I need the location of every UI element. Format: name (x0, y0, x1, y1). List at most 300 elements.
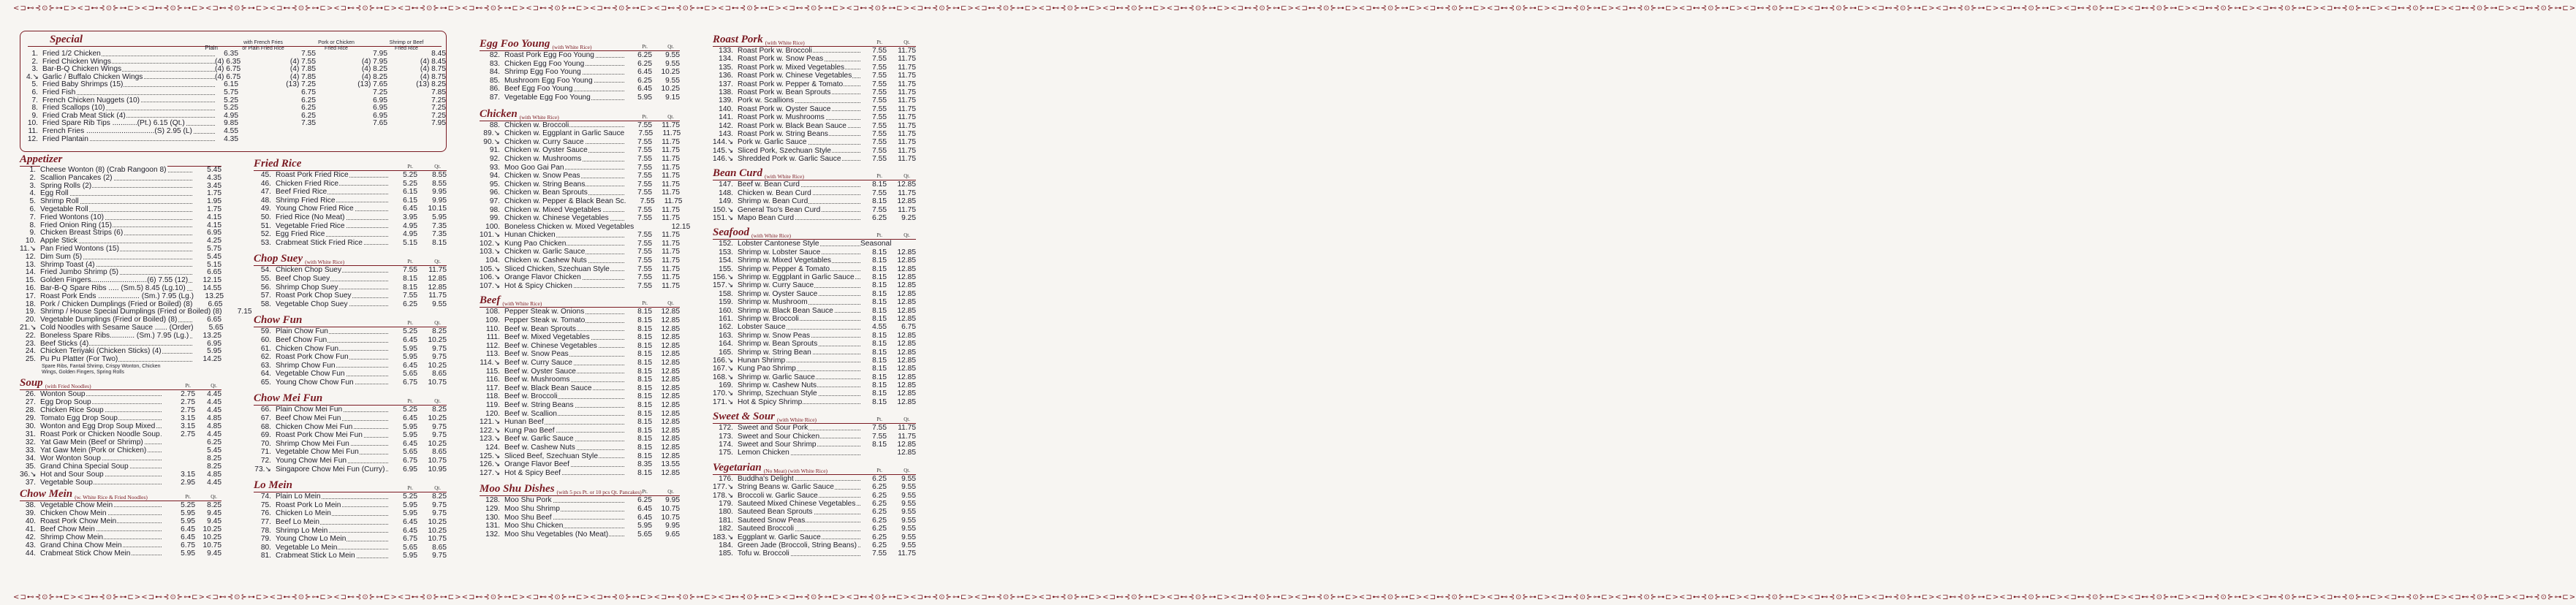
price-shrimp: 8.45 (431, 50, 446, 58)
item-name-text: Vegetable Chop Suey (276, 300, 348, 308)
item-number: 71. (260, 448, 271, 457)
item-name (504, 333, 624, 342)
item-name-text: Roast Pork w. Pepper & Tomato (738, 80, 844, 88)
item-name (738, 298, 860, 306)
price-shrimp: 7.25 (431, 104, 446, 113)
item-name (504, 240, 624, 248)
item-name (738, 122, 860, 130)
price-pint: 7.55 (637, 265, 652, 273)
item-number: 35. (25, 462, 36, 471)
item-name-text: Grand China Special Soup (40, 462, 129, 471)
price-quart: 12.85 (897, 340, 916, 349)
price-quart: 11.75 (898, 80, 916, 88)
item-number: 41. (25, 525, 36, 533)
item-name-text: Beef Chow Mei Fun (276, 414, 341, 423)
item-name (40, 541, 162, 549)
item-name-text: Orange Flavor Beef (504, 460, 569, 469)
item-name-text: Sweet and Sour Shrimp (738, 441, 817, 449)
list-item (713, 47, 916, 55)
item-number: 45. (260, 171, 271, 179)
item-name (738, 508, 860, 516)
price-pint: 8.15 (637, 333, 652, 342)
list-item (480, 60, 680, 69)
item-number: 21.↘ (20, 323, 37, 332)
price-quart: 10.25 (428, 518, 447, 526)
item-number: 178.↘ (713, 491, 734, 500)
item-name-text: Cheese Wonton (8) (Crab Rangoon 8) (40, 166, 167, 174)
item-name (40, 501, 162, 509)
item-name (504, 94, 624, 102)
price-quart: 11.75 (898, 138, 916, 147)
item-name-text: Tofu w. Broccoli (738, 549, 789, 558)
item-number: 167.↘ (713, 365, 734, 373)
list-item (713, 500, 916, 508)
price-pint: 6.25 (872, 214, 887, 223)
item-number: 99. (489, 214, 500, 223)
item-number: 11. (28, 126, 38, 135)
price-pint: 5.65 (403, 370, 417, 378)
price-pint: 8.15 (872, 289, 887, 298)
item-name (40, 214, 192, 222)
price-quart: 12.85 (897, 281, 916, 290)
item-name-text: Roast Pork Chop Suey (276, 292, 352, 300)
item-name (40, 438, 162, 446)
list-item (20, 463, 221, 471)
price-pint: 8.15 (403, 274, 417, 283)
item-number: 11.↘ (20, 244, 36, 253)
item-name-text: Pan Fried Wontons (15) (40, 244, 119, 253)
section-title: Chow Mein (20, 487, 73, 500)
item-name-text: Chicken w. Eggplant in Garlic Sauce (504, 129, 625, 138)
list-item (20, 390, 221, 398)
price-quart: 9.55 (432, 300, 447, 308)
item-name (738, 290, 860, 298)
item-name-text: Pepper Steak w. Tomato (504, 316, 586, 325)
item-name-text: Vegetable Soup (40, 478, 93, 487)
price-quart: 12.85 (897, 348, 916, 357)
item-number: 120. (485, 409, 500, 418)
fried-rice-section (254, 158, 447, 247)
item-name (40, 293, 194, 301)
item-number: 162. (719, 323, 733, 332)
item-number: 46. (260, 179, 271, 188)
price-quart: 12.85 (897, 365, 916, 373)
item-name-text: Shrimp Chop Suey (276, 283, 338, 292)
price-pint: 5.25 (403, 179, 417, 188)
price-pint: 2.95 (181, 478, 195, 487)
section-note: (with White Rice) (305, 259, 345, 266)
price-quart: 5.45 (207, 446, 221, 454)
price-pint: 6.45 (637, 85, 652, 94)
price-quart: 9.55 (901, 491, 916, 500)
item-number: 171.↘ (713, 397, 734, 406)
price-plain: 4.35 (224, 134, 238, 143)
column-4 (713, 34, 916, 558)
list-item (480, 376, 680, 384)
item-name-text: Vegetable Fried Rice (276, 221, 345, 230)
item-number: 26. (25, 389, 36, 398)
item-number: 59. (260, 327, 271, 336)
item-number: 77. (260, 518, 271, 526)
price-pint: 6.15 (403, 196, 417, 205)
pt-header: Pt. (185, 382, 191, 389)
item-number: 129. (485, 504, 500, 513)
price-pint: 5.95 (637, 93, 652, 102)
item-name-text: Roast Pork w. Chinese Vegetables (738, 72, 852, 80)
item-name (276, 327, 388, 336)
item-name (504, 248, 624, 256)
item-number: 48. (260, 196, 271, 205)
item-number: 3. (29, 181, 36, 190)
item-name-text: Bar-B-Q Chicken Wings (42, 65, 122, 74)
item-number: 104. (485, 256, 500, 265)
price-quart: 12.85 (897, 298, 916, 307)
section-header (20, 153, 221, 167)
price-fries: 6.25 (301, 111, 316, 120)
price-pint: 7.55 (872, 189, 887, 197)
item-number: 86. (489, 85, 500, 94)
item-name (738, 64, 860, 72)
price-quart: 10.25 (428, 335, 447, 344)
section-header (713, 34, 916, 47)
item-name-text: Beef w. Mixed Vegetables (504, 333, 590, 342)
section-title: Sweet & Sour (713, 411, 776, 423)
price-quart: 7.35 (432, 221, 447, 230)
price-pint: 3.15 (181, 470, 195, 479)
section-title: Lo Mein (254, 479, 292, 492)
list-item (254, 197, 447, 205)
item-name (276, 448, 388, 457)
list-item (713, 138, 916, 146)
item-name-text: Chicken w. Snow Peas (504, 172, 580, 180)
price-quart: 11.75 (662, 146, 680, 155)
item-name (504, 418, 624, 427)
price-pint: 6.45 (403, 414, 417, 423)
item-name (40, 254, 192, 262)
list-item (480, 316, 680, 325)
item-name-text: Spring Rolls (2) (40, 181, 92, 190)
item-name-text: Vegetable Lo Mein (276, 543, 338, 552)
item-name-text: Green Jade (Broccoli, String Beans) (738, 541, 857, 549)
price-shrimp: 7.85 (431, 88, 446, 96)
price-pint: 6.75 (181, 541, 195, 549)
item-name (504, 164, 624, 172)
list-item (254, 370, 447, 378)
section-title: Chop Suey (254, 253, 303, 265)
item-number: 115. (485, 367, 500, 376)
item-name-text: Shrimp w. String Bean (738, 348, 811, 357)
item-name (40, 430, 162, 438)
price-quart: 4.45 (207, 478, 221, 487)
price-quart: 11.75 (898, 96, 916, 105)
item-name-text: Roast Pork w. String Beans (738, 129, 829, 138)
item-number: 15. (25, 276, 36, 285)
item-name (738, 340, 860, 348)
price-pint: 8.15 (872, 397, 887, 406)
item-number: 124. (485, 443, 500, 452)
price-pint: 8.15 (637, 367, 652, 376)
item-number: 122.↘ (480, 426, 501, 435)
item-number: 96. (489, 189, 500, 197)
item-number: 103.↘ (480, 248, 501, 256)
price-plain: (4) 6.75 (215, 65, 241, 74)
pt-header: Pt. (642, 44, 648, 50)
item-name (40, 549, 162, 558)
item-number: 68. (260, 422, 271, 431)
list-item (713, 483, 916, 491)
price-pint: 8.15 (637, 400, 652, 409)
special-section (20, 31, 447, 152)
list-item (254, 205, 447, 213)
list-item (480, 392, 680, 401)
item-name (504, 265, 624, 274)
item-name-text: Roast Pork w. Snow Peas (738, 55, 824, 64)
item-name (276, 378, 388, 387)
price-quart: 11.75 (898, 47, 916, 55)
item-number: 136. (719, 72, 733, 80)
section-header (254, 479, 447, 492)
list-item (480, 342, 680, 351)
item-name (504, 505, 624, 514)
item-name (40, 422, 162, 430)
item-name (40, 525, 162, 533)
item-number: 127.↘ (480, 468, 501, 477)
item-number: 170.↘ (713, 389, 734, 398)
price: 13.25 (205, 292, 224, 300)
item-name (504, 197, 626, 206)
column-3 (480, 38, 691, 539)
item-name (504, 68, 624, 77)
item-name (504, 256, 624, 265)
item-name-text: Kung Pao Shrimp (738, 365, 796, 373)
price-quart: 11.75 (898, 424, 916, 433)
price-shrimp: 7.95 (431, 119, 446, 128)
qt-header: Qt. (211, 382, 217, 389)
list-item (20, 549, 221, 558)
item-name (504, 460, 624, 469)
item-name (504, 384, 624, 393)
price-shrimp: (4) 8.75 (420, 65, 446, 74)
price-shrimp (387, 128, 446, 136)
item-number: 2. (31, 57, 38, 66)
item-name (276, 362, 388, 370)
item-name-text: Fried Fish (42, 88, 76, 96)
price-quart: 12.85 (897, 180, 916, 189)
price-pint: 4.55 (872, 323, 887, 332)
price-pint: 8.15 (872, 281, 887, 290)
item-name (276, 457, 388, 465)
price-quart: 8.25 (207, 454, 221, 463)
qt-header: Qt. (904, 467, 910, 473)
list-item (713, 373, 916, 381)
price-quart: 10.75 (661, 504, 680, 513)
price-plain: 6.15 (224, 80, 238, 89)
price-quart: 12.85 (661, 359, 680, 367)
price-pint: 7.55 (637, 146, 652, 155)
list-item (480, 197, 683, 206)
price-pint: 8.15 (637, 418, 652, 427)
price-pint: 6.25 (637, 59, 652, 68)
price-pint: 8.15 (872, 273, 887, 281)
item-number: 150.↘ (713, 205, 734, 214)
list-item (26, 50, 446, 58)
list-item (20, 541, 221, 549)
item-name-text: Crabmeat Stick Lo Mein (276, 552, 355, 560)
price-pork: (4) 7.95 (361, 57, 387, 66)
list-item (480, 231, 680, 240)
section-title: Appetizer (20, 153, 63, 165)
section-title: Chow Mei Fun (254, 392, 323, 405)
pt-header: Pt. (407, 398, 413, 405)
item-name-text: Chicken Teriyaki (Chicken Sticks) (4) (40, 347, 162, 356)
price-plain: 4.55 (224, 126, 238, 135)
list-item (713, 273, 916, 281)
egg-foo-young-section (480, 38, 680, 102)
price-pint: 7.55 (872, 205, 887, 214)
section-header (20, 488, 221, 501)
item-name-text: Fried Plantain (42, 134, 88, 143)
item-name (276, 188, 388, 197)
item-name (738, 433, 860, 441)
price: 4.15 (207, 221, 221, 229)
price: 5.75 (207, 244, 221, 253)
item-name-text: Broccoli w. Garlic Sauce (738, 491, 818, 500)
price-pint: 2.75 (181, 406, 195, 414)
item-name-text: Orange Flavor Chicken (504, 273, 581, 282)
item-name-text: Shrimp Lo Mein (276, 526, 328, 535)
item-name-text: Scallion Pancakes (2) (40, 173, 113, 182)
item-name (504, 435, 624, 444)
item-number: 5. (31, 80, 38, 89)
item-number: 172. (719, 424, 733, 433)
item-name-text: Vegetable Chow Mei Fun (276, 448, 359, 457)
item-number: 24. (25, 347, 36, 356)
item-name-text: Chicken Rice Soup (40, 406, 104, 414)
price-quart: 12.85 (661, 426, 680, 435)
item-name-text: Egg Roll (40, 189, 69, 198)
price-quart: 10.75 (428, 378, 447, 387)
qt-header: Qt. (667, 113, 674, 120)
item-number: 158. (719, 289, 733, 298)
item-name (504, 51, 624, 60)
price-fries: 7.35 (301, 119, 316, 128)
item-name-text: Beef w. Broccoli (504, 392, 558, 401)
list-item (480, 401, 680, 410)
list-item (713, 80, 916, 88)
item-number: 80. (260, 543, 271, 552)
item-name-text: Fried Baby Shrimps (15) (42, 80, 124, 89)
price-pint: 8.15 (872, 381, 887, 390)
item-name-text: Cold Noodles with Sesame Sauce ...... (Order) (40, 323, 194, 332)
list-item (713, 214, 916, 222)
price: 6.65 (207, 268, 221, 277)
list-item (713, 113, 916, 121)
price-plain: 4.95 (224, 111, 238, 120)
item-name-text: Beef Egg Foo Young (504, 85, 573, 94)
item-name-text: Crabmeat Stick Fried Rice (276, 238, 363, 247)
list-item (480, 444, 680, 452)
price: 1.95 (207, 197, 221, 206)
item-name (276, 518, 388, 527)
price-pint: 8.15 (872, 298, 887, 307)
item-number: 173. (719, 432, 733, 441)
item-name (504, 308, 624, 316)
item-number: 27. (25, 397, 36, 406)
list-item (713, 240, 916, 248)
item-name (40, 390, 162, 398)
price-pint: 7.55 (637, 172, 652, 180)
price-shrimp (387, 136, 446, 144)
item-name-text: French Fries .................................(S) 2.95 (L) (42, 126, 192, 135)
item-number: 1. (29, 166, 36, 174)
item-name-text: Pepper Steak w. Onions (504, 308, 585, 316)
item-name-text: Chicken Chop Suey (276, 266, 342, 275)
item-number: 107.↘ (480, 281, 501, 290)
section-header (480, 38, 680, 51)
price-pint: 2.75 (181, 389, 195, 398)
special-head-fries: with French Fries or Plain Fried Rice (242, 40, 284, 51)
item-name-text: Chicken w. Curry Sauce (504, 137, 584, 146)
list-item (713, 265, 916, 273)
list-item (480, 222, 691, 232)
roast-pork-section (713, 34, 916, 163)
list-item (254, 406, 447, 414)
qt-header: Qt. (667, 300, 674, 307)
price-quart: 12.85 (661, 392, 680, 401)
price-shrimp: 7.25 (431, 111, 446, 120)
price-pint: 8.15 (637, 468, 652, 477)
price-quart: 11.75 (664, 197, 683, 205)
item-number: 57. (260, 292, 271, 300)
item-name (40, 509, 162, 517)
item-name (504, 530, 624, 539)
item-number: 33. (25, 446, 36, 454)
item-name-text: Hunan Shrimp (738, 356, 786, 365)
list-item (20, 509, 221, 517)
price-quart: 4.85 (207, 414, 221, 422)
chop-suey-section (254, 253, 447, 308)
item-number: 166.↘ (713, 356, 734, 365)
item-number: 105.↘ (480, 265, 501, 273)
price-quart: 11.75 (898, 146, 916, 155)
item-name-text: Wor Wonton Soup (40, 454, 101, 463)
item-name-text: Shrimp w. Broccoli (738, 314, 799, 323)
item-name-text: Golden Fingers...........................(6) 7.55 (12) (40, 276, 189, 285)
item-number: 66. (260, 406, 271, 414)
price: 5.15 (207, 260, 221, 269)
item-number: 91. (489, 146, 500, 155)
price-fries: 6.25 (301, 104, 316, 113)
item-name (276, 336, 388, 345)
qt-header: Qt. (904, 39, 910, 45)
item-name (504, 368, 624, 376)
item-name-text: Chicken Chow Fun (276, 344, 339, 353)
item-name-text: Eggplant w. Garlic Sauce (738, 533, 821, 541)
item-name (276, 552, 388, 560)
item-name-text: Grand China Chow Mein (40, 541, 122, 549)
item-name (738, 256, 860, 265)
chow-mei-fun-section (254, 392, 447, 473)
item-name (504, 155, 624, 164)
item-number: 70. (260, 439, 271, 448)
item-name-text: French Chicken Nuggets (10) (42, 96, 140, 104)
item-name (276, 501, 388, 510)
item-name-text: Chicken Fried Rice (276, 179, 339, 188)
list-item (713, 365, 916, 373)
price-pint: 8.15 (637, 316, 652, 325)
price-pint: 8.15 (637, 308, 652, 316)
qt-header: Qt. (904, 232, 910, 239)
